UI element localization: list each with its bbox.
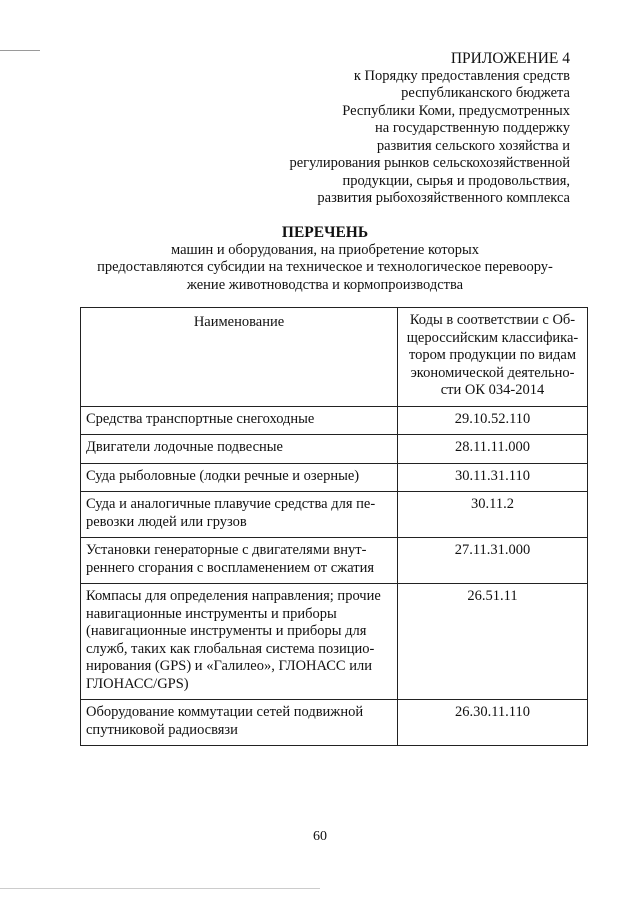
table-row [81, 538, 588, 584]
header-code [398, 308, 588, 407]
table-row [81, 584, 588, 700]
header-code-line: сти ОК 034-2014 [440, 382, 545, 398]
header-code-line: Коды в соответствии с Об- [409, 312, 576, 328]
row-name-line: реннего сгорания с воспламенением от сжатия [86, 559, 375, 576]
row-name-line: Средства транспортные снегоходные [86, 410, 315, 427]
scan-noise-bottom [0, 888, 320, 889]
appendix-heading: ПРИЛОЖЕНИЕ 4 [450, 50, 570, 67]
document-subtitle-line: жение животноводства и кормопроизводства [186, 276, 464, 293]
row-name-line: Установки генераторные с двигателями внут- [86, 542, 367, 558]
header-name: Наименование [81, 308, 398, 407]
row-name-cell [81, 538, 398, 584]
equipment-table [80, 307, 588, 746]
row-name-line: ревозки людей или грузов [86, 513, 247, 530]
row-name-line: Оборудование коммутации сетей подвижной [86, 704, 364, 720]
row-name-cell [81, 435, 398, 464]
appendix-block [240, 50, 570, 208]
document-subtitle-line: предоставляются субсидии на техническое и технологическое перевоору- [97, 259, 553, 275]
scan-noise-top [0, 50, 40, 51]
row-code-cell: 26.30.11.110 [398, 700, 588, 746]
appendix-line: регулирования рынков сельскохозяйственной [289, 155, 570, 171]
document-title: ПЕРЕЧЕНЬ [281, 224, 369, 241]
row-name-cell [81, 492, 398, 538]
document-subtitle-line: машин и оборудования, на приобретение которых [171, 241, 479, 258]
row-name-line: нирования (GPS) и «Галилео», ГЛОНАСС или [86, 658, 372, 674]
table-row [81, 463, 588, 492]
row-name-cell [81, 406, 398, 435]
page-number: 60 [313, 829, 327, 844]
row-name-line: Двигатели лодочные подвесные [86, 439, 283, 455]
row-name-cell [81, 700, 398, 746]
document-title-block [40, 224, 610, 294]
row-code-cell: 30.11.2 [398, 492, 588, 538]
row-name-cell [81, 463, 398, 492]
row-name-line: служб, таких как глобальная система позицио- [86, 640, 375, 657]
appendix-line: развития рыбохозяйственного комплекса [317, 190, 570, 206]
header-code-line: экономической деятельно- [410, 364, 575, 381]
row-code-cell: 26.51.11 [398, 584, 588, 700]
table-row [81, 406, 588, 435]
row-code-cell: 29.10.52.110 [398, 406, 588, 435]
appendix-line: Республики Коми, предусмотренных [342, 102, 570, 119]
table-row [81, 435, 588, 464]
row-name-line: Компасы для определения направления; прочие [86, 588, 381, 604]
row-name-line: Суда и аналогичные плавучие средства для пе- [86, 496, 376, 512]
table-header-row [81, 308, 588, 407]
row-code-cell: 28.11.11.000 [398, 435, 588, 464]
header-code-line: тором продукции по видам [408, 347, 577, 363]
table-row [81, 492, 588, 538]
appendix-line: на государственную поддержку [375, 120, 570, 136]
header-code-line: щероссийским классифика- [406, 329, 579, 346]
row-code-cell: 27.11.31.000 [398, 538, 588, 584]
row-name-line: ГЛОНАСС/GPS) [86, 675, 189, 692]
appendix-line: развития сельского хозяйства и [376, 137, 570, 154]
row-name-line: (навигационные инструменты и приборы для [86, 623, 367, 639]
row-name-line: спутниковой радиосвязи [86, 721, 238, 738]
table-row [81, 700, 588, 746]
appendix-line: продукции, сырья и продовольствия, [342, 172, 570, 189]
row-code-cell: 30.11.31.110 [398, 463, 588, 492]
row-name-line: навигационные инструменты и приборы [86, 605, 337, 622]
appendix-line: республиканского бюджета [401, 85, 570, 101]
appendix-line: к Порядку предоставления средств [353, 67, 570, 84]
row-name-line: Суда рыболовные (лодки речные и озерные) [86, 467, 360, 484]
row-name-cell [81, 584, 398, 700]
